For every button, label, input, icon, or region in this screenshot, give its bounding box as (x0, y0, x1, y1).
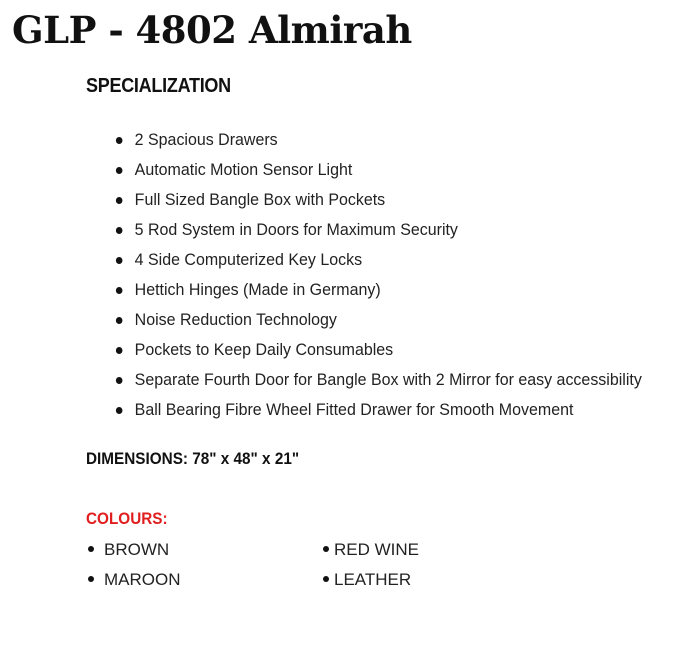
list-item (114, 367, 642, 397)
feature-text: Automatic Motion Sensor Light (134, 160, 353, 179)
list-item (114, 397, 642, 427)
colour-label: LEATHER (334, 570, 412, 589)
colours-heading: COLOURS: (86, 509, 168, 528)
bullet-icon (116, 257, 123, 264)
bullet-icon (88, 546, 94, 552)
list-item (114, 187, 642, 217)
colour-item-brown (88, 540, 169, 560)
colour-item-leather (323, 570, 411, 590)
colour-item-maroon (88, 570, 181, 590)
bullet-icon (116, 227, 123, 234)
colour-label: BROWN (104, 540, 170, 559)
list-item (114, 217, 642, 247)
feature-text: 2 Spacious Drawers (134, 130, 278, 149)
list-item (114, 307, 642, 337)
bullet-icon (116, 287, 123, 294)
product-title: GLP - 4802 Almirah (12, 8, 412, 52)
bullet-icon (323, 546, 329, 552)
colour-label: MAROON (104, 570, 181, 589)
bullet-icon (323, 576, 329, 582)
list-item (114, 157, 642, 187)
bullet-icon (116, 197, 123, 204)
bullet-icon (116, 407, 123, 414)
feature-text: Full Sized Bangle Box with Pockets (134, 190, 386, 209)
colour-label: RED WINE (334, 540, 419, 559)
feature-text: Noise Reduction Technology (134, 310, 337, 329)
colour-item-red-wine (323, 540, 419, 560)
list-item (114, 127, 642, 157)
bullet-icon (116, 377, 123, 384)
feature-text: 4 Side Computerized Key Locks (134, 250, 363, 269)
bullet-icon (116, 317, 123, 324)
bullet-icon (88, 576, 94, 582)
specialization-heading: SPECIALIZATION (86, 75, 231, 97)
feature-text: Pockets to Keep Daily Consumables (134, 340, 394, 359)
specialization-list (114, 127, 676, 427)
feature-text: Ball Bearing Fibre Wheel Fitted Drawer for Smooth Movement (134, 400, 574, 419)
list-item (114, 247, 642, 277)
dimensions-text: DIMENSIONS: 78" x 48" x 21" (86, 449, 300, 468)
list-item (114, 277, 642, 307)
bullet-icon (116, 167, 123, 174)
bullet-icon (116, 137, 123, 144)
feature-text: Hettich Hinges (Made in Germany) (134, 280, 381, 299)
feature-text: 5 Rod System in Doors for Maximum Security (134, 220, 458, 239)
feature-text: Separate Fourth Door for Bangle Box with 2 Mirror for easy accessibility (134, 370, 642, 389)
bullet-icon (116, 347, 123, 354)
list-item (114, 337, 642, 367)
